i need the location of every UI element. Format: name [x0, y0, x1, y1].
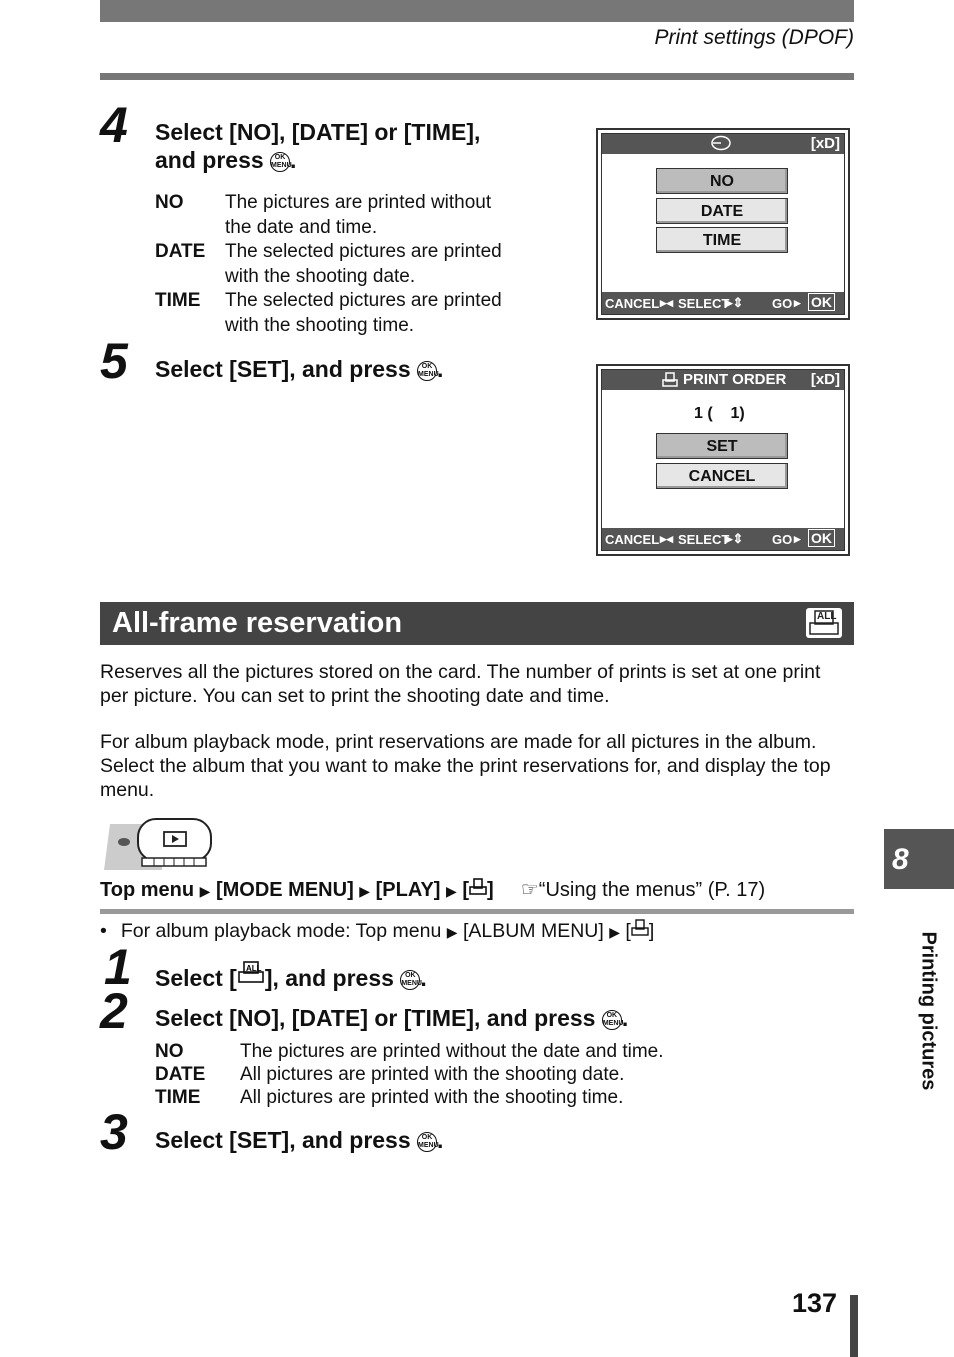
album-mode-note: • For album playback mode: Top menu ▶ [ALBUM MENU] ▶ [ ] — [100, 920, 655, 942]
triangle-right-icon: ▶ — [446, 924, 458, 940]
ok-badge: OK — [808, 529, 835, 547]
nav-play: [PLAY] — [375, 879, 441, 901]
album-note-text: For album playback mode: Top menu — [120, 920, 442, 942]
step-4-definitions — [155, 191, 575, 341]
arrow-right-icon: ▸ — [794, 295, 801, 310]
paragraph-1-line1: Reserves all the pictures stored on the card. The number of prints is set at one print — [100, 661, 821, 683]
xd-card-badge: [xD] — [810, 371, 840, 388]
paragraph-1-line2: per picture. You can set to print the shooting date and time. — [100, 685, 610, 707]
header-title: Print settings (DPOF) — [654, 26, 854, 49]
menu-option-set[interactable]: SET — [656, 433, 788, 459]
updown-arrow-icon: ▸⇕ — [726, 295, 744, 310]
ok-menu-icon: OK MENU — [400, 970, 420, 990]
def-term-time: TIME — [155, 290, 201, 311]
ok-badge: OK — [808, 293, 835, 311]
step-3-title-text: Select [SET], and press — [155, 1127, 411, 1153]
left-arrow-icon: ▸◂ — [660, 295, 674, 310]
def-term-date: DATE — [155, 241, 206, 262]
go-label: GO — [772, 296, 793, 311]
menu-option-no[interactable]: NO — [656, 168, 788, 194]
screen-top-bar — [602, 134, 844, 154]
triangle-right-icon: ▶ — [609, 924, 620, 940]
print-order-label: PRINT ORDER — [683, 371, 787, 388]
step-5-title-text: Select [SET], and press — [155, 356, 411, 382]
def-term-no: NO — [155, 192, 184, 213]
def-desc-time-1: The selected pictures are printed — [225, 290, 502, 311]
section-title: All-frame reservation — [112, 607, 403, 639]
step-2-title-text: Select [NO], [DATE] or [TIME], and press — [155, 1005, 596, 1031]
chapter-tab — [884, 829, 954, 889]
select-label: SELECT — [678, 532, 730, 547]
screen-bottom-bar — [602, 292, 844, 314]
def-desc-date-1: The selected pictures are printed — [225, 241, 502, 262]
step-1-title: Select [ ALL ], and press OK MENU. — [155, 964, 427, 991]
reference-hand-icon: ☞ — [520, 879, 539, 901]
menu-option-date[interactable]: DATE — [656, 198, 788, 224]
camera-screen-date-time — [596, 128, 850, 320]
step-2-definitions — [155, 1040, 755, 1112]
updown-arrow-icon: ▸⇕ — [726, 531, 744, 546]
step-2-title: Select [NO], [DATE] or [TIME], and press OK MENU. — [155, 1005, 629, 1031]
playback-mode-dial-icon — [102, 816, 214, 877]
ok-menu-icon: OK MENU — [417, 361, 437, 381]
svg-text:ALL: ALL — [245, 964, 262, 973]
album-menu-label: [ALBUM MENU] — [462, 920, 604, 942]
menu-option-time[interactable]: TIME — [656, 227, 788, 253]
def-term-date: DATE — [155, 1064, 206, 1085]
def-desc-date: All pictures are printed with the shooting date. — [240, 1064, 625, 1085]
all-icon-text: ALL — [817, 611, 837, 622]
page-number-bar — [850, 1295, 858, 1357]
def-term-time: TIME — [155, 1087, 201, 1108]
def-desc-no-2: the date and time. — [225, 216, 378, 238]
ok-menu-icon: OK MENU — [602, 1010, 622, 1030]
clock-icon — [710, 135, 732, 155]
chapter-label: Printing pictures — [917, 931, 940, 1091]
step-4-title: Select [NO], [DATE] or [TIME], and press OK MENU. — [155, 119, 481, 173]
menu-option-cancel[interactable]: CANCEL — [656, 463, 788, 489]
def-desc-date-2: with the shooting date. — [225, 265, 416, 287]
cancel-label: CANCEL — [605, 532, 660, 547]
page-number: 137 — [792, 1288, 838, 1318]
header-bar — [100, 0, 854, 22]
def-term-no: NO — [155, 1041, 184, 1062]
camera-screen-print-order — [596, 364, 850, 556]
nav-reference: “Using the menus” (P. 17) — [538, 879, 766, 901]
ok-menu-icon: OK MENU — [270, 152, 290, 172]
step-3-number: 3 — [100, 1104, 128, 1160]
def-desc-time-2: with the shooting time. — [225, 314, 415, 336]
def-desc-time: All pictures are printed with the shooting time. — [240, 1087, 624, 1108]
xd-card-badge: [xD] — [810, 135, 840, 152]
def-desc-no: The pictures are printed without the date and time. — [240, 1041, 664, 1062]
step-5-title: Select [SET], and press OK MENU. — [155, 356, 444, 382]
triangle-right-icon: ▶ — [359, 883, 371, 899]
step-1-title-post: ], and press — [264, 965, 394, 991]
step-4-number: 4 — [100, 97, 128, 153]
ok-menu-icon: OK MENU — [417, 1132, 437, 1152]
section-header — [100, 602, 854, 645]
step-1-title-pre: Select [ — [155, 965, 237, 991]
print-icon — [469, 879, 487, 901]
paragraph-2-line1: For album playback mode, print reservations are made for all pictures in the album. — [100, 731, 817, 753]
paragraph-2-line2: Select the album that you want to make the print reservations for, and display the top — [100, 755, 831, 777]
step-4-title-line1: Select [NO], [DATE] or [TIME], — [155, 119, 481, 145]
navigation-rule — [100, 909, 854, 914]
paragraph-1 — [100, 660, 820, 708]
nav-mode-menu: [MODE MENU] — [215, 879, 354, 901]
print-icon — [631, 920, 649, 942]
print-icon — [662, 372, 678, 392]
go-label: GO — [772, 532, 793, 547]
def-desc-no-1: The pictures are printed without — [225, 192, 492, 213]
nav-top-menu: Top menu — [100, 879, 195, 901]
triangle-right-icon: ▶ — [199, 883, 211, 899]
arrow-right-icon: ▸ — [794, 531, 801, 546]
step-4-title-line2: and press — [155, 147, 264, 173]
all-print-icon — [806, 608, 842, 638]
screen-top-bar — [602, 370, 844, 390]
screen-bottom-bar — [602, 528, 844, 550]
all-print-icon — [237, 965, 265, 991]
print-count: 1 ( 1) — [694, 405, 745, 422]
paragraph-2-line3: menu. — [100, 779, 155, 801]
triangle-right-icon: ▶ — [446, 883, 457, 899]
menu-navigation-path: Top menu ▶ [MODE MENU] ▶ [PLAY] ▶ [ ] ☞“Using the menus” (P. 17) — [100, 879, 766, 901]
select-label: SELECT — [678, 296, 730, 311]
chapter-number: 8 — [892, 843, 909, 876]
step-2-number: 2 — [100, 983, 128, 1039]
step-1-number: 1 — [104, 939, 132, 995]
step-5-number: 5 — [100, 333, 128, 389]
header-rule — [100, 73, 854, 80]
step-3-title: Select [SET], and press OK MENU. — [155, 1127, 444, 1153]
paragraph-2 — [100, 730, 831, 802]
left-arrow-icon: ▸◂ — [660, 531, 674, 546]
cancel-label: CANCEL — [605, 296, 660, 311]
